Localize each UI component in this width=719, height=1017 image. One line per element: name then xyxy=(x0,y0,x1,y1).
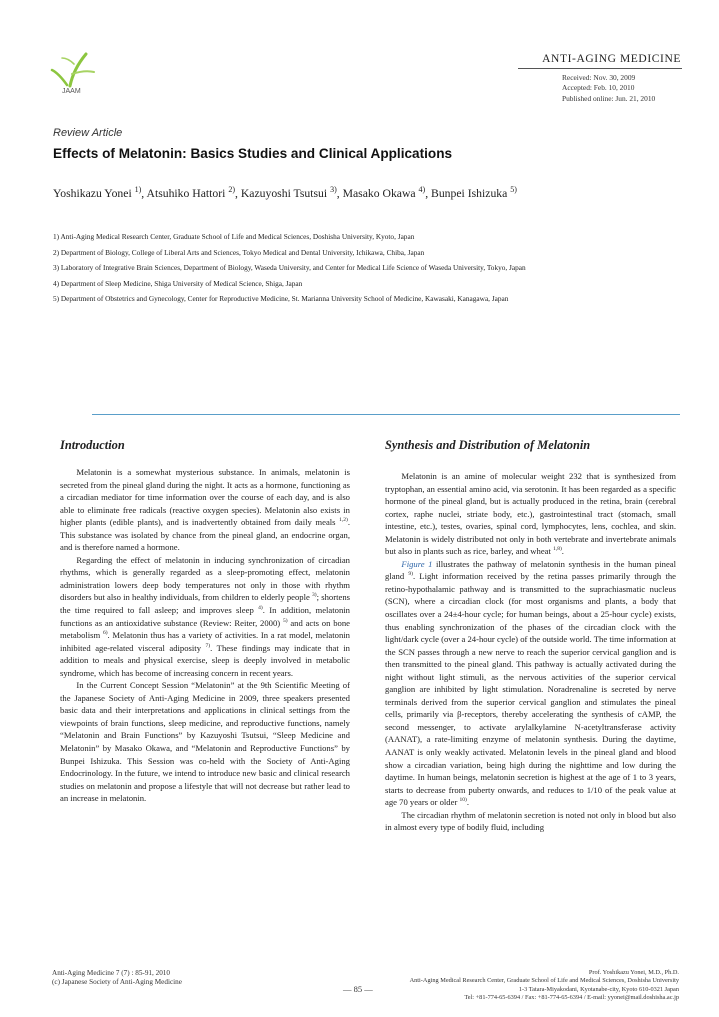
citation: 7) xyxy=(205,642,211,649)
author-name: Yoshikazu Yonei xyxy=(53,186,132,200)
journal-citation: Anti-Aging Medicine 7 (7) : 85-91, 2010 xyxy=(52,969,170,977)
paragraph: The circadian rhythm of melatonin secretion is noted not only in blood but also in almost every type of bodily fluid, including xyxy=(385,809,676,833)
paragraph: Melatonin is a somewhat mysterious substance. In animals, melatonin is secreted from the pineal gland during the night. It acts as a hormone, functioning as a circadian mediator for time information over the course of each day, and is also able to eliminate free radicals (reactive oxygen species). Melatonin also exists in higher plants (edible plants), and is inadvertently obtained from daily meals $^{1,2)}$. This substance was isolated by chance from the pineal gland, an endocrine organ, and is therefore named a hormone. xyxy=(60,467,350,553)
author-list: Yoshikazu Yonei $^{1)}$, Atsuhiko Hattori $^{2)}$, Kazuyoshi Tsutsui $^{3)}$, Masako Okawa $^{4)}$, Bunpei Ishizuka $^{5)}$ xyxy=(53,185,517,200)
correspondence-contact: Tel: +81-774-65-6394 / Fax: +81-774-65-6394 / E-mail: yyonei@mail.doshisha.ac.jp xyxy=(464,993,679,1001)
copyright: (c) Japanese Society of Anti-Aging Medicine xyxy=(52,978,182,987)
affiliation-item: 2) Department of Biology, College of Liberal Arts and Sciences, Tokyo Medical and Dental University, Ichikawa, Chiba, Japan xyxy=(53,247,425,257)
affiliation-item: 1) Anti-Aging Medical Research Center, Graduate School of Life and Medical Sciences, Doshisha University, Kyoto, Japan xyxy=(53,232,415,241)
figure-1-link[interactable]: Figure 1 xyxy=(401,558,433,569)
author-affil-ref: 3) xyxy=(330,185,337,194)
correspondence-address: 1-3 Tatara-Miyakodani, Kyotanabe-city, Kyoto 610-0321 Japan xyxy=(518,985,679,993)
correspondence-affiliation: Anti-Aging Medical Research Center, Graduate School of Life and Medical Sciences, Doshisha University xyxy=(409,977,679,985)
author-affil-ref: 5) xyxy=(510,185,517,194)
paragraph: Regarding the effect of melatonin in inducing synchronization of circadian rhythms, which is generally regarded as a sleep-promoting effect, melatonin administration lowers deep body temperatures not only in those with rhythm disorders but also in healthy individuals, from children to elderly people $^{3)}$; shortens the time required to fall asleep; and improves sleep $^{4)}$. In addition, melatonin functions as an antioxidative substance (Review: Reiter, 2000) $^{5)}$ and acts on bone metabolism $^{6)}$. Melatonin thus has a variety of activities. In a rat model, melatonin inhibited age-related visceral adiposity $^{7)}$. These findings may indicate that in addition to meals and physical exercise, sleep is deeply involved in metabolic syndrome, which has become of increasing concern in recent years. xyxy=(60,554,350,678)
article-dates xyxy=(562,73,655,104)
affiliation-list xyxy=(53,229,526,307)
citation: 3) xyxy=(312,592,317,599)
page-number: — 85 — xyxy=(343,984,373,994)
accepted-date: Accepted: Feb. 10, 2010 xyxy=(562,83,635,93)
author-name: Masako Okawa xyxy=(342,186,416,200)
article-title: Effects of Melatonin: Basics Studies and Clinical Applications xyxy=(53,146,453,161)
logo-label: JAAM xyxy=(62,88,81,95)
author-name: Kazuyoshi Tsutsui xyxy=(240,186,328,200)
citation: 4) xyxy=(258,605,263,612)
introduction-heading: Introduction xyxy=(60,438,125,452)
affiliation-item: 5) Department of Obstetrics and Gynecology, Center for Reproductive Medicine, St. Marianna University School of Medicine, Kawasaki, Kanagawa, Japan xyxy=(53,294,509,303)
synthesis-heading: Synthesis and Distribution of Melatonin xyxy=(385,438,591,452)
author-affil-ref: 1) xyxy=(134,185,142,194)
article-type: Review Article xyxy=(53,127,123,139)
journal-name: ANTI-AGING MEDICINE xyxy=(542,53,681,65)
citation-footer xyxy=(52,969,182,988)
paragraph: In the Current Concept Session “Melatonin” at the 9th Scientific Meeting of the Japanese Society of Anti-Aging Medicine in 2009, three speakers presented basic data and their interpretations and applications in clinical settings from the viewpoints of brain functions, sleep medicine, and reproductive functions, namely “Melatonin and Brain Functions” by Kazuyoshi Tsutsui, “Sleep Medicine and Melatonin” by Masako Okawa, and “Melatonin and Reproductive Functions” by Bunpei Ishizuka. This Session was co-held with the Society of Anti-Aging Endocrinology. In the future, we intend to introduce new basic and clinical research studies on melatonin and propose a lifestyle that will not decrease but rather lead to an increase in melatonin. xyxy=(60,680,350,804)
synthesis-body xyxy=(385,470,676,834)
citation: 10) xyxy=(459,797,467,804)
author-name: Bunpei Ishizuka xyxy=(431,186,508,200)
citation: 6) xyxy=(102,630,108,637)
author-name: Atsuhiko Hattori xyxy=(146,186,226,200)
section-divider xyxy=(92,414,680,415)
affiliation-item: 3) Laboratory of Integrative Brain Sciences, Department of Biology, Waseda University, and Center for Medical Life Science of Waseda University, Tokyo, Japan xyxy=(53,263,526,272)
paragraph: Melatonin is an amine of molecular weight 232 that is synthesized from tryptophan, an essential amino acid, via serotonin. It has been regarded as a specific hormone of the pineal gland, but is actually produced in the retina, brain (cerebral cortex, raphe nuclei, striate body, etc.), gastrointestinal tract (stomach, small intestine, etc.), testes, ovaries, spinal cord, lymphocytes, lens, cochlea, and skin. Melatonin is widely distributed not only in both vertebrate and invertebrate animals but also in plants such as rice, barley, and wheat $^{1,8)}$. xyxy=(385,471,676,557)
author-affil-ref: 2) xyxy=(228,185,235,194)
published-date: Published online: Jun. 21, 2010 xyxy=(562,93,656,103)
received-date: Received: Nov. 30, 2009 xyxy=(562,73,636,82)
citation: 5) xyxy=(282,617,288,624)
correspondence-footer xyxy=(359,969,679,1002)
author-affil-ref: 4) xyxy=(418,185,426,194)
citation: 9) xyxy=(408,571,413,578)
affiliation-item: 4) Department of Sleep Medicine, Shiga University of Medical Science, Shiga, Japan xyxy=(53,278,303,288)
citation: 1,2) xyxy=(339,517,348,524)
correspondence-name: Prof. Yoshikazu Yonei, M.D., Ph.D. xyxy=(588,969,679,976)
journal-divider xyxy=(518,68,682,69)
introduction-body xyxy=(60,466,350,805)
citation: 1,8) xyxy=(553,546,562,553)
paragraph: Figure 1 illustrates the pathway of melatonin synthesis in the human pineal gland $^{9)}$. Light information received by the retina passes primarily through the retino-hypothalamic pathway and is transmitted to the suprachiasmatic nucleus (SCN), where a circadian clock (for most organisms and plants, a body that oscillates over a 24±4-hour cycle; for human beings, about a 25-hour cycle) exists, thus enabling synchronization of the phases of the circadian clock with the light/dark cycle (over a 24-hour cycle) of the outside world. The time information at the SCN passes through a new nerve to reach the superior cervical ganglion and is then transmitted to the pineal gland. This pathway is actually activated during the night without light stimuli, as the nervous activities of the superior cervical ganglion are inhibited by light stimulation. Noradrenaline is secreted by nerve terminals derived from the superior cervical ganglion and stimulates the pineal cells, primarily via β-receptors, thereby accelerating the synthesis of cAMP, the second messenger, to activate arylalkylamine N-acetyltransferase activity (AANAT), a rate-limiting enzyme of melatonin synthesis. During the daytime, AANAT is only weakly activated. Melatonin levels in the pineal gland and blood show a circadian variation, being high during the nighttime and low during the daytime. In human beings, melatonin secretion is highest at the age of 1 to 3 years, starts to decrease from puberty onwards, and reduces to 1/10 of the peak value at age 70 years or older $^{10)}$. xyxy=(385,558,677,808)
